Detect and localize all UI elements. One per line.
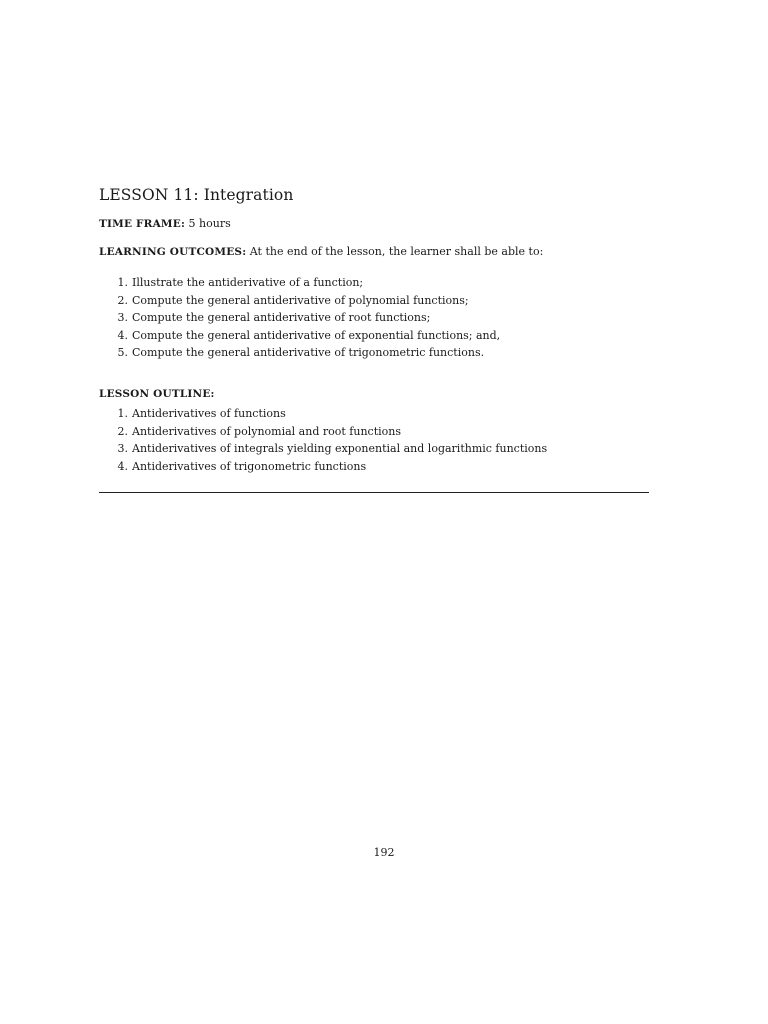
lesson-outline-label: LESSON OUTLINE: (99, 388, 215, 400)
learning-outcomes-list (99, 274, 500, 362)
list-item-text: Compute the general antiderivative of polynomial functions; (132, 293, 469, 307)
list-item-text: Compute the general antiderivative of root functions; (132, 311, 431, 324)
lesson-outline-heading (99, 387, 215, 400)
list-item (99, 458, 547, 476)
page-number: 192 (373, 846, 395, 859)
list-item (99, 292, 500, 310)
learning-outcomes-line (99, 245, 543, 258)
learning-outcomes-intro: At the end of the lesson, the learner shall be able to: (249, 245, 544, 258)
time-frame-label: TIME FRAME: (99, 218, 186, 230)
list-item-number: 3. (117, 442, 128, 455)
list-item-number: 4. (117, 459, 128, 473)
list-item-text: Illustrate the antiderivative of a function; (132, 276, 364, 289)
list-item-number: 1. (117, 407, 128, 420)
list-item-number: 4. (117, 328, 128, 342)
list-item-number: 5. (117, 346, 128, 359)
lesson-outline-list (99, 405, 547, 475)
list-item (99, 440, 547, 458)
list-item-text: Antiderivatives of trigonometric functions (132, 459, 367, 473)
learning-outcomes-label: LEARNING OUTCOMES: (99, 246, 247, 258)
list-item (99, 274, 500, 292)
list-item (99, 423, 547, 441)
list-item-text: Antiderivatives of polynomial and root functions (132, 424, 401, 438)
list-item-number: 1. (117, 276, 128, 289)
lesson-title: LESSON 11: Integration (99, 186, 294, 204)
list-item (99, 327, 500, 345)
list-item-text: Compute the general antiderivative of exponential functions; and, (132, 328, 501, 342)
list-item-number: 2. (117, 424, 128, 438)
section-divider (99, 492, 649, 493)
list-item (99, 344, 500, 362)
time-frame-line (99, 217, 231, 230)
list-item (99, 405, 547, 423)
list-item-text: Antiderivatives of integrals yielding exponential and logarithmic functions (132, 442, 548, 455)
list-item-text: Compute the general antiderivative of trigonometric functions. (132, 346, 485, 359)
list-item (99, 309, 500, 327)
time-frame-value: 5 hours (188, 217, 231, 230)
list-item-number: 3. (117, 311, 128, 324)
list-item-text: Antiderivatives of functions (132, 407, 286, 420)
list-item-number: 2. (117, 293, 128, 307)
